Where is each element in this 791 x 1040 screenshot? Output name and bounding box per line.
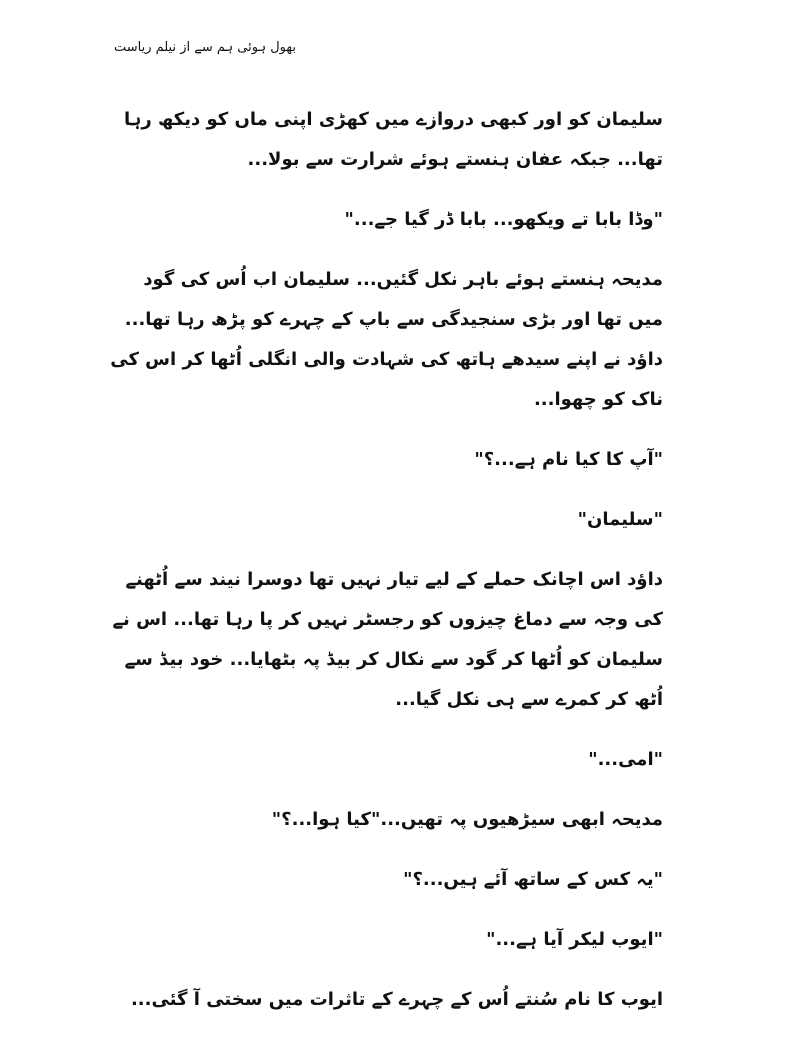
story-body: [103, 100, 663, 1040]
dialog-line-7: "ایوب لیکر آیا ہے...": [486, 929, 663, 950]
dialog-line-6: "یہ کس کے ساتھ آئے ہیں...؟": [403, 869, 663, 890]
paragraph-2: مدیحہ ہنستے ہوئے باہر نکل گئیں... سلیمان اب اُس کی گود میں تھا اور بڑی سنجیدگی سے باپ کے چہرے کو پڑھ رہا تھا... داؤد نے اپنے سیدھے ہاتھ کی شہادت والی انگلی اُٹھا کر اس کی ناک کو چھوا...: [110, 269, 663, 410]
dialog-line-2: "آپ کا کیا نام ہے...؟": [474, 449, 663, 470]
paragraph-4: ایوب کا نام سُنتے اُس کے چہرے کے تاثرات میں سختی آ گئی...: [130, 989, 663, 1010]
page-header-title: بھول ہوئی ہم سے از نیلم ریاست: [113, 40, 296, 55]
dialog-line-3: "سلیمان": [577, 509, 663, 530]
paragraph-1: سلیمان کو اور کبھی دروازے میں کھڑی اپنی ماں کو دیکھ رہا تھا... جبکہ عفان ہنستے ہوئے شرارت سے بولا...: [124, 109, 663, 170]
paragraph-3: داؤد اس اچانک حملے کے لیے تیار نہیں تھا دوسرا نیند سے اُٹھنے کی وجہ سے دماغ چیزوں کو رجسٹر نہیں کر پا رہا تھا... اس نے سلیمان کو اُٹھا کر گود سے نکال کر بیڈ پہ بٹھایا... خود بیڈ سے اُٹھ کر کمرے سے ہی نکل گیا...: [112, 569, 663, 710]
dialog-line-4: "امی...": [588, 749, 663, 770]
dialog-line-1: "وڈا بابا تے ویکھو... بابا ڈر گیا جے...": [344, 209, 663, 230]
dialog-line-5: مدیحہ ابھی سیڑھیوں پہ تھیں..."کیا ہوا...؟": [271, 809, 663, 830]
